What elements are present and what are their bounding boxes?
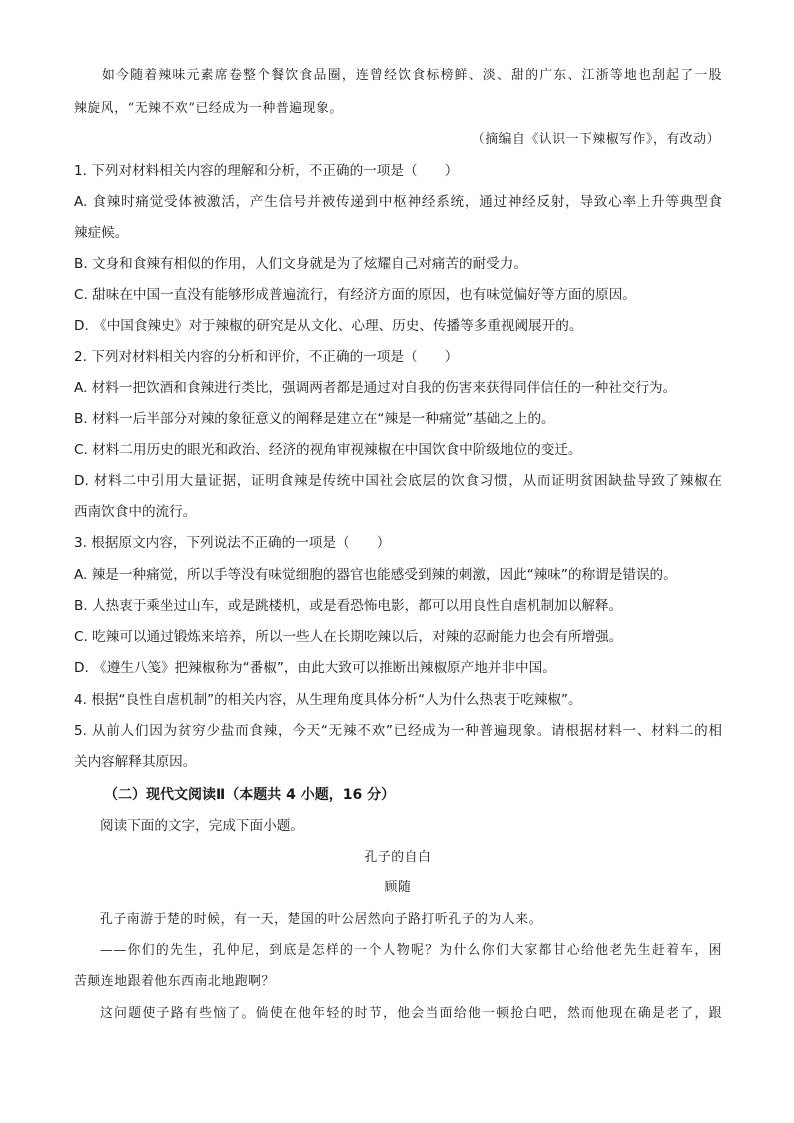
question-1-stem: 1. 下列对材料相关内容的理解和分析，不正确的一项是（ ） [74,163,459,179]
article-paragraph-3-line-1: 这问题使子路有些恼了。倘使在他年轻的时节，他会当面给他一顿抢白吧，然而他现在确是老了，跟 [100,1006,722,1021]
source-citation: （摘编自《认识一下辣椒写作》，有改动） [471,132,720,147]
question-1-option-c: C. 甜味在中国一直没有能够形成普遍流行，有经济方面的原因，也有味觉偏好等方面的原因。 [74,287,636,303]
question-1-option-b: B. 文身和食辣有相似的作用，人们文身就是为了炫耀自己对痛苦的耐受力。 [74,256,527,272]
question-1-option-d: D. 《中国食辣史》对于辣椒的研究是从文化、心理、历史、传播等多重视阈展开的。 [74,318,583,334]
question-3-option-a: A. 辣是一种痛觉，所以手等没有味觉细胞的器官也能感受到辣的刺激，因此“辣味”的称谓是错误的。 [74,567,677,583]
question-3-option-b: B. 人热衷于乘坐过山车，或是跳楼机，或是看恐怖电影，都可以用良性自虐机制加以解释。 [74,598,623,614]
section-heading: （二）现代文阅读Ⅱ（本题共 4 小题，16 分） [104,787,396,803]
question-4-stem: 4. 根据“良性自虐机制”的相关内容，从生理角度具体分析“人为什么热衷于吃辣椒”。 [74,692,582,708]
question-2-option-d-line-1: D. 材料二中引用大量证据，证明食辣是传统中国社会底层的饮食习惯，从而证明贫困缺盐导致了辣椒在 [74,473,722,489]
article-title: 孔子的自白 [364,850,432,865]
intro-paragraph-line-1: 如今随着辣味元素席卷整个餐饮食品圈，连曾经饮食标榜鲜、淡、甜的广东、江浙等地也刮起了一股 [102,68,722,83]
article-paragraph-2-line-2: 苦颠连地跟着他东西南北地跑啊？ [74,974,275,989]
question-1-option-a-line-2: 辣症候。 [74,225,129,241]
question-2-stem: 2. 下列对材料相关内容的分析和评价，不正确的一项是（ ） [74,349,459,365]
question-5-line-1: 5. 从前人们因为贫穷少盐而食辣，今天“无辣不欢”已经成为一种普遍现象。请根据材料一、材料二的相 [74,723,722,739]
reading-instruction: 阅读下面的文字，完成下面小题。 [100,818,304,834]
question-2-option-d-line-2: 西南饮食中的流行。 [74,504,197,520]
question-2-option-c: C. 材料二用历史的眼光和政治、经济的视角审视辣椒在中国饮食中阶级地位的变迁。 [74,442,582,458]
question-1-option-a-line-1: A. 食辣时痛觉受体被激活，产生信号并被传递到中枢神经系统，通过神经反射，导致心率上升等典型食 [74,194,722,210]
article-paragraph-1: 孔子南游于楚的时候，有一天，楚国的叶公居然向子路打听孔子的为人来。 [100,912,543,927]
intro-paragraph-line-2: 辣旋风，“无辣不欢”已经成为一种普遍现象。 [74,101,343,116]
question-3-option-d: D. 《遵生八笺》把辣椒称为“番椒”，由此大致可以推断出辣椒原产地并非中国。 [74,660,556,676]
question-2-option-b: B. 材料一后半部分对辣的象征意义的阐释是建立在“辣是一种痛觉”基础之上的。 [74,411,555,427]
question-2-option-a: A. 材料一把饮酒和食辣进行类比，强调两者都是通过对自我的伤害来获得同伴信任的一种社交行为。 [74,380,677,396]
article-author: 顾随 [384,880,412,895]
article-paragraph-2-line-1: ——你们的先生，孔仲尼，到底是怎样的一个人物呢？为什么你们大家都甘心给他老先生赶着车，困 [100,943,722,958]
question-3-option-c: C. 吃辣可以通过锻炼来培养，所以一些人在长期吃辣以后，对辣的忍耐能力也会有所增强。 [74,629,623,645]
question-3-stem: 3. 根据原文内容，下列说法不正确的一项是（ ） [74,535,391,551]
question-5-line-2: 关内容解释其原因。 [74,754,197,770]
